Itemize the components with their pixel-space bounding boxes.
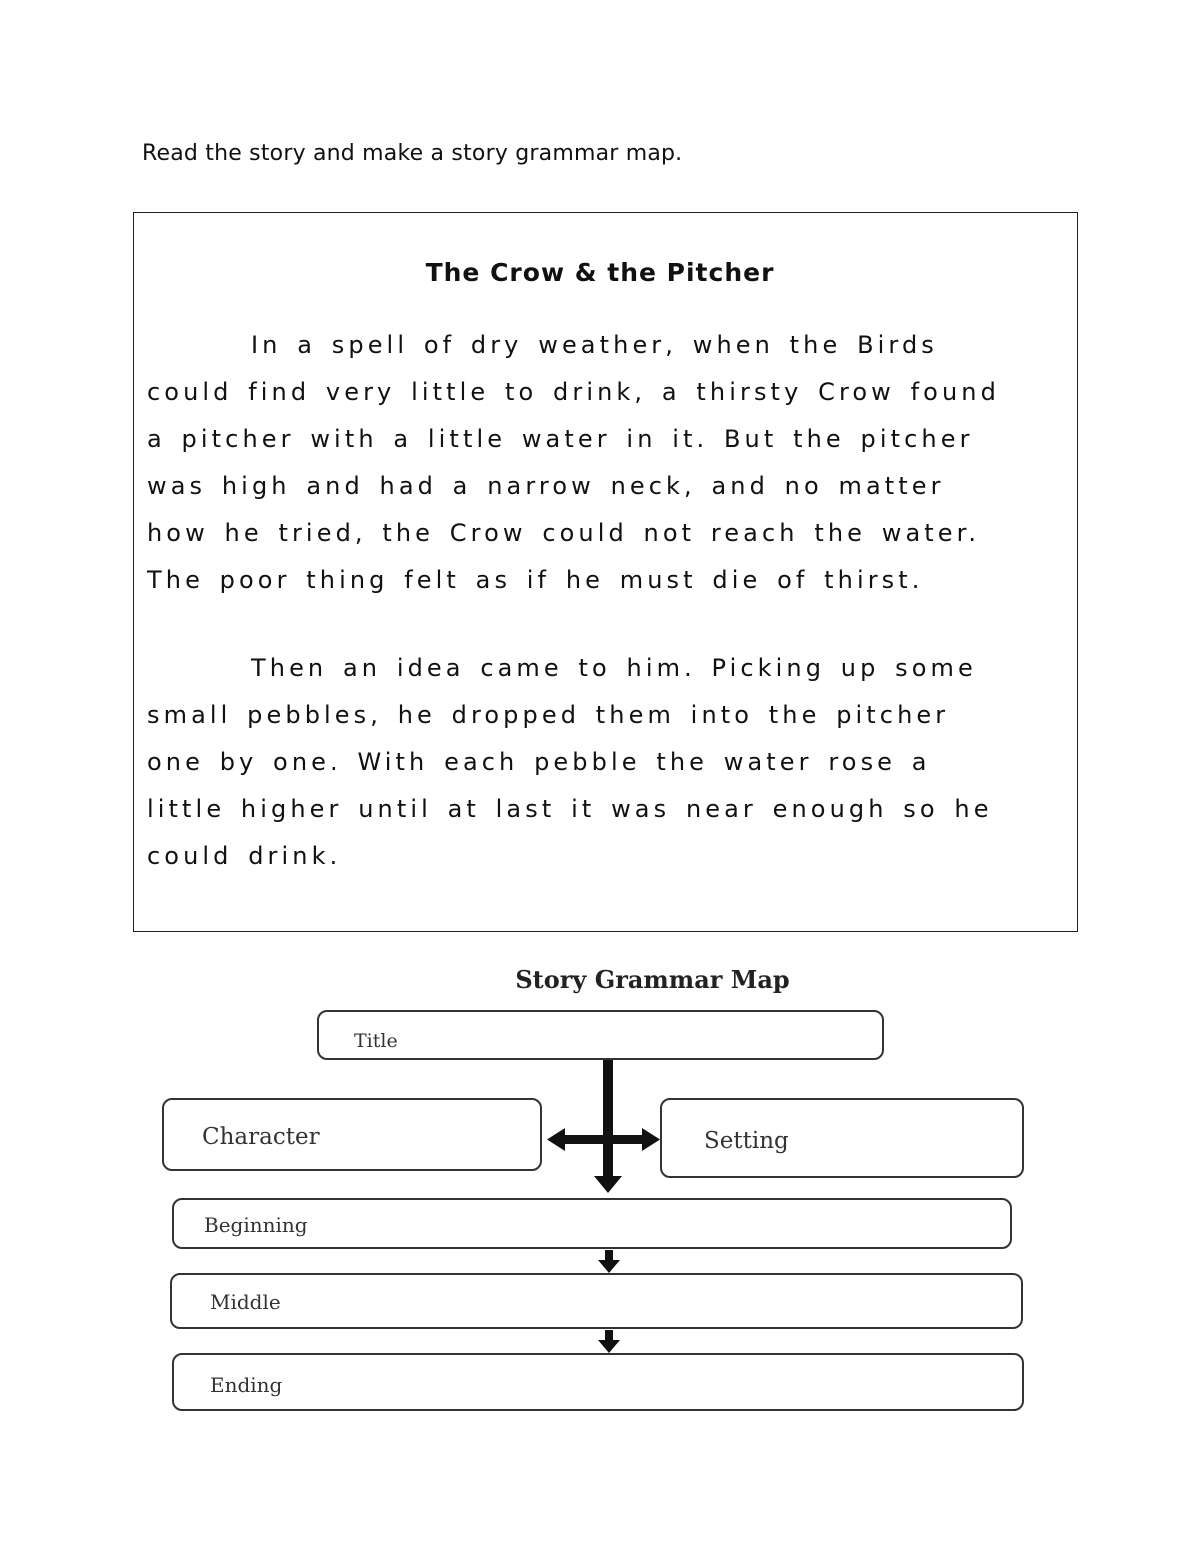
down-arrowhead bbox=[594, 1176, 622, 1193]
story-paragraph-2 bbox=[147, 645, 1057, 880]
paragraph-line: could find very little to drink, a thirsty Crow found bbox=[147, 378, 1000, 406]
paragraph-line: little higher until at last it was near enough so he bbox=[147, 795, 993, 823]
paragraph-line: The poor thing felt as if he must die of thirst. bbox=[147, 566, 924, 594]
paragraph-line: was high and had a narrow neck, and no matter bbox=[147, 472, 945, 500]
connector-middle-ending bbox=[605, 1330, 613, 1342]
ending-box[interactable] bbox=[172, 1353, 1024, 1411]
right-arrowhead bbox=[642, 1128, 660, 1151]
middle-box[interactable] bbox=[170, 1273, 1023, 1329]
paragraph-line: Then an idea came to him. Picking up some bbox=[251, 654, 977, 682]
vertical-connector bbox=[603, 1060, 613, 1180]
left-arrowhead bbox=[547, 1128, 565, 1151]
down-arrowhead bbox=[598, 1260, 620, 1273]
setting-label: Setting bbox=[704, 1128, 789, 1154]
ending-label: Ending bbox=[210, 1373, 283, 1397]
paragraph-line: could drink. bbox=[147, 842, 342, 870]
setting-box[interactable] bbox=[660, 1098, 1024, 1178]
paragraph-line: how he tried, the Crow could not reach the water. bbox=[147, 519, 981, 547]
beginning-box[interactable] bbox=[172, 1198, 1012, 1249]
character-box[interactable] bbox=[162, 1098, 542, 1171]
story-title: The Crow & the Pitcher bbox=[425, 258, 775, 287]
paragraph-line: a pitcher with a little water in it. But the pitcher bbox=[147, 425, 974, 453]
title-box[interactable] bbox=[317, 1010, 884, 1060]
middle-label: Middle bbox=[210, 1290, 281, 1314]
story-paragraph-1 bbox=[147, 322, 1057, 604]
down-arrowhead bbox=[598, 1340, 620, 1353]
beginning-label: Beginning bbox=[204, 1213, 308, 1237]
paragraph-line: one by one. With each pebble the water rose a bbox=[147, 748, 931, 776]
paragraph-line: In a spell of dry weather, when the Birds bbox=[251, 331, 938, 359]
paragraph-line: small pebbles, he dropped them into the pitcher bbox=[147, 701, 950, 729]
character-label: Character bbox=[202, 1124, 320, 1150]
instruction-text: Read the story and make a story grammar map. bbox=[142, 141, 683, 166]
map-heading: Story Grammar Map bbox=[515, 965, 790, 994]
title-label: Title bbox=[354, 1030, 398, 1052]
horizontal-connector bbox=[560, 1135, 648, 1144]
connector-beginning-middle bbox=[605, 1250, 613, 1262]
